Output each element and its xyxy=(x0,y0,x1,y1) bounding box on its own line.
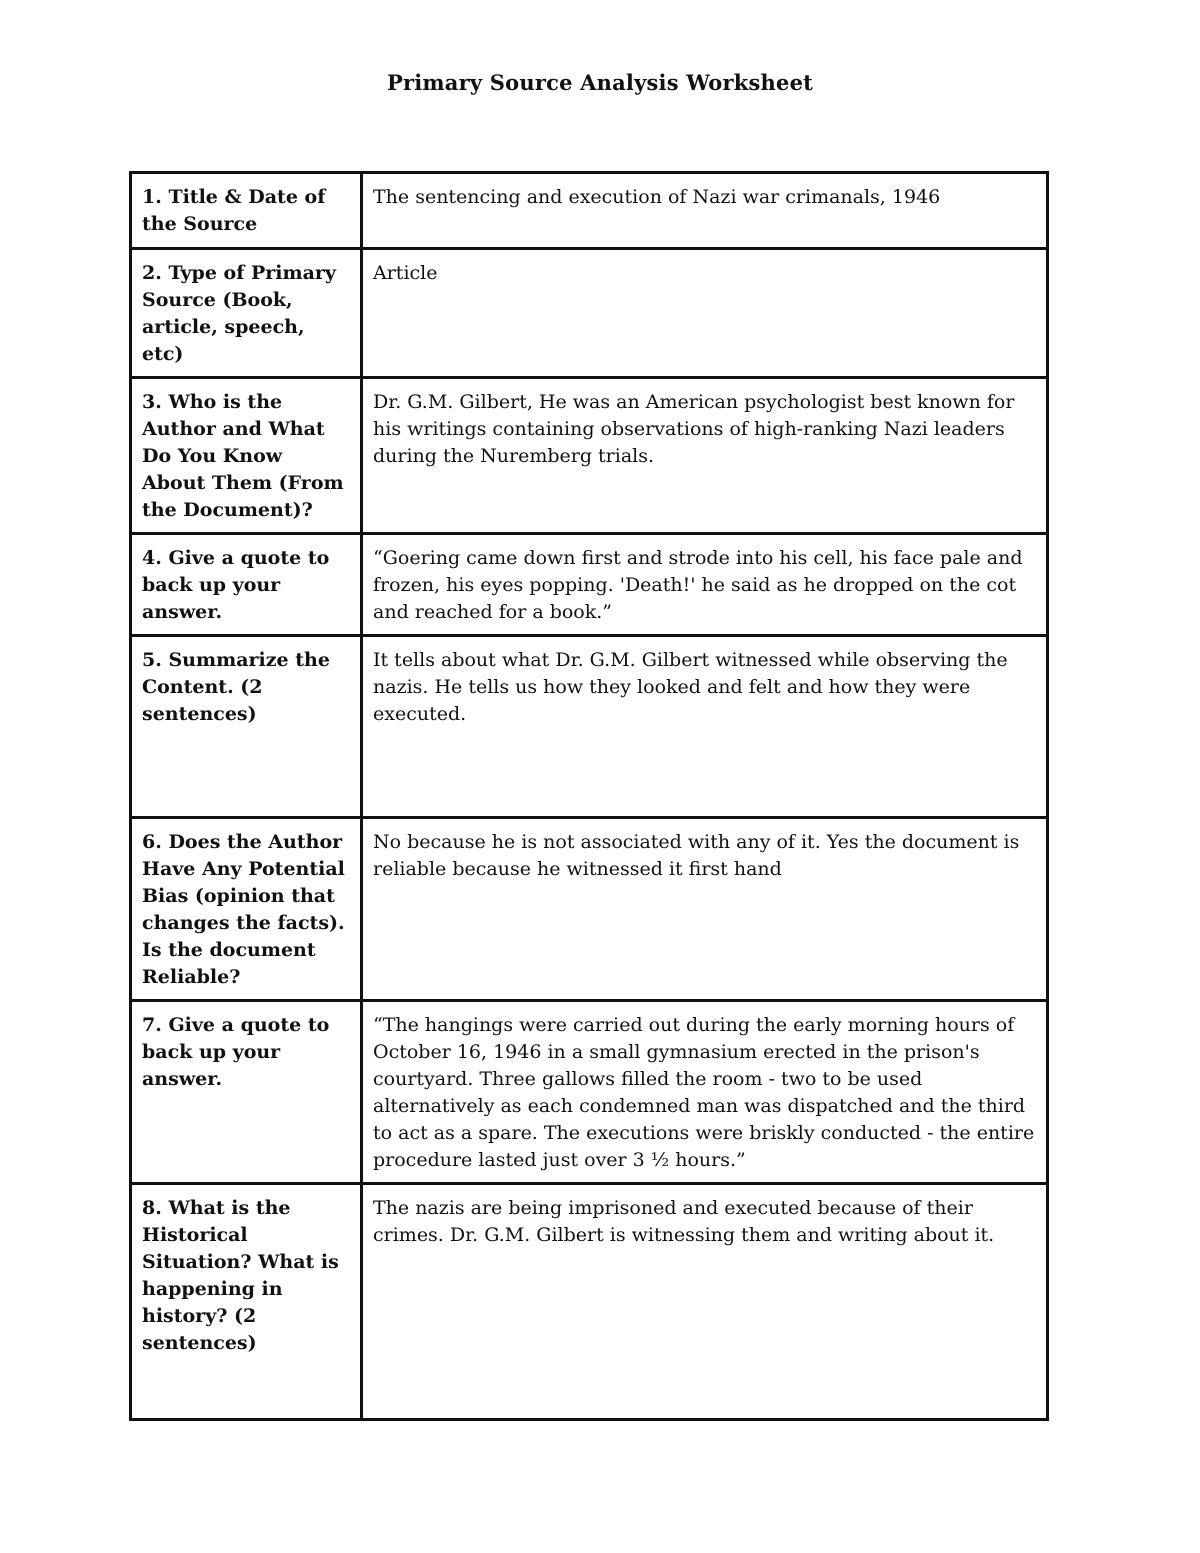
answer-cell: The nazis are being imprisoned and executed because of their crimes. Dr. G.M. Gilbert is witnessing them and writing about it. xyxy=(362,1184,1048,1420)
question-cell: 5. Summarize the Content. (2 sentences) xyxy=(131,636,362,818)
table-row xyxy=(131,1184,1048,1420)
table-row xyxy=(131,636,1048,818)
answer-cell: The sentencing and execution of Nazi war crimanals, 1946 xyxy=(362,173,1048,249)
table-row xyxy=(131,818,1048,1001)
question-cell: 4. Give a quote to back up your answer. xyxy=(131,534,362,636)
question-cell: 3. Who is the Author and What Do You Know About Them (From the Document)? xyxy=(131,378,362,534)
table-row xyxy=(131,534,1048,636)
answer-cell: Article xyxy=(362,249,1048,378)
question-cell: 7. Give a quote to back up your answer. xyxy=(131,1001,362,1184)
question-cell: 8. What is the Historical Situation? What is happening in history? (2 sentences) xyxy=(131,1184,362,1420)
question-cell: 2. Type of Primary Source (Book, article, speech, etc) xyxy=(131,249,362,378)
table-row xyxy=(131,1001,1048,1184)
page-title: Primary Source Analysis Worksheet xyxy=(386,70,814,95)
answer-cell: It tells about what Dr. G.M. Gilbert witnessed while observing the nazis. He tells us how they looked and felt and how they were executed. xyxy=(362,636,1048,818)
question-cell: 1. Title & Date of the Source xyxy=(131,173,362,249)
table-row xyxy=(131,249,1048,378)
answer-cell: Dr. G.M. Gilbert, He was an American psychologist best known for his writings containing observations of high-ranking Nazi leaders during the Nuremberg trials. xyxy=(362,378,1048,534)
table-row xyxy=(131,378,1048,534)
worksheet-table xyxy=(129,171,1049,1421)
answer-cell: No because he is not associated with any of it. Yes the document is reliable because he witnessed it first hand xyxy=(362,818,1048,1001)
question-cell: 6. Does the Author Have Any Potential Bias (opinion that changes the facts). Is the document Reliable? xyxy=(131,818,362,1001)
answer-cell: “The hangings were carried out during the early morning hours of October 16, 1946 in a small gymnasium erected in the prison's courtyard. Three gallows filled the room - two to be used alternatively as each condemned man was dispatched and the third to act as a spare. The executions were briskly conducted - the entire procedure lasted just over 3 ½ hours.” xyxy=(362,1001,1048,1184)
table-row xyxy=(131,173,1048,249)
answer-cell: “Goering came down first and strode into his cell, his face pale and frozen, his eyes popping. 'Death!' he said as he dropped on the cot and reached for a book.” xyxy=(362,534,1048,636)
